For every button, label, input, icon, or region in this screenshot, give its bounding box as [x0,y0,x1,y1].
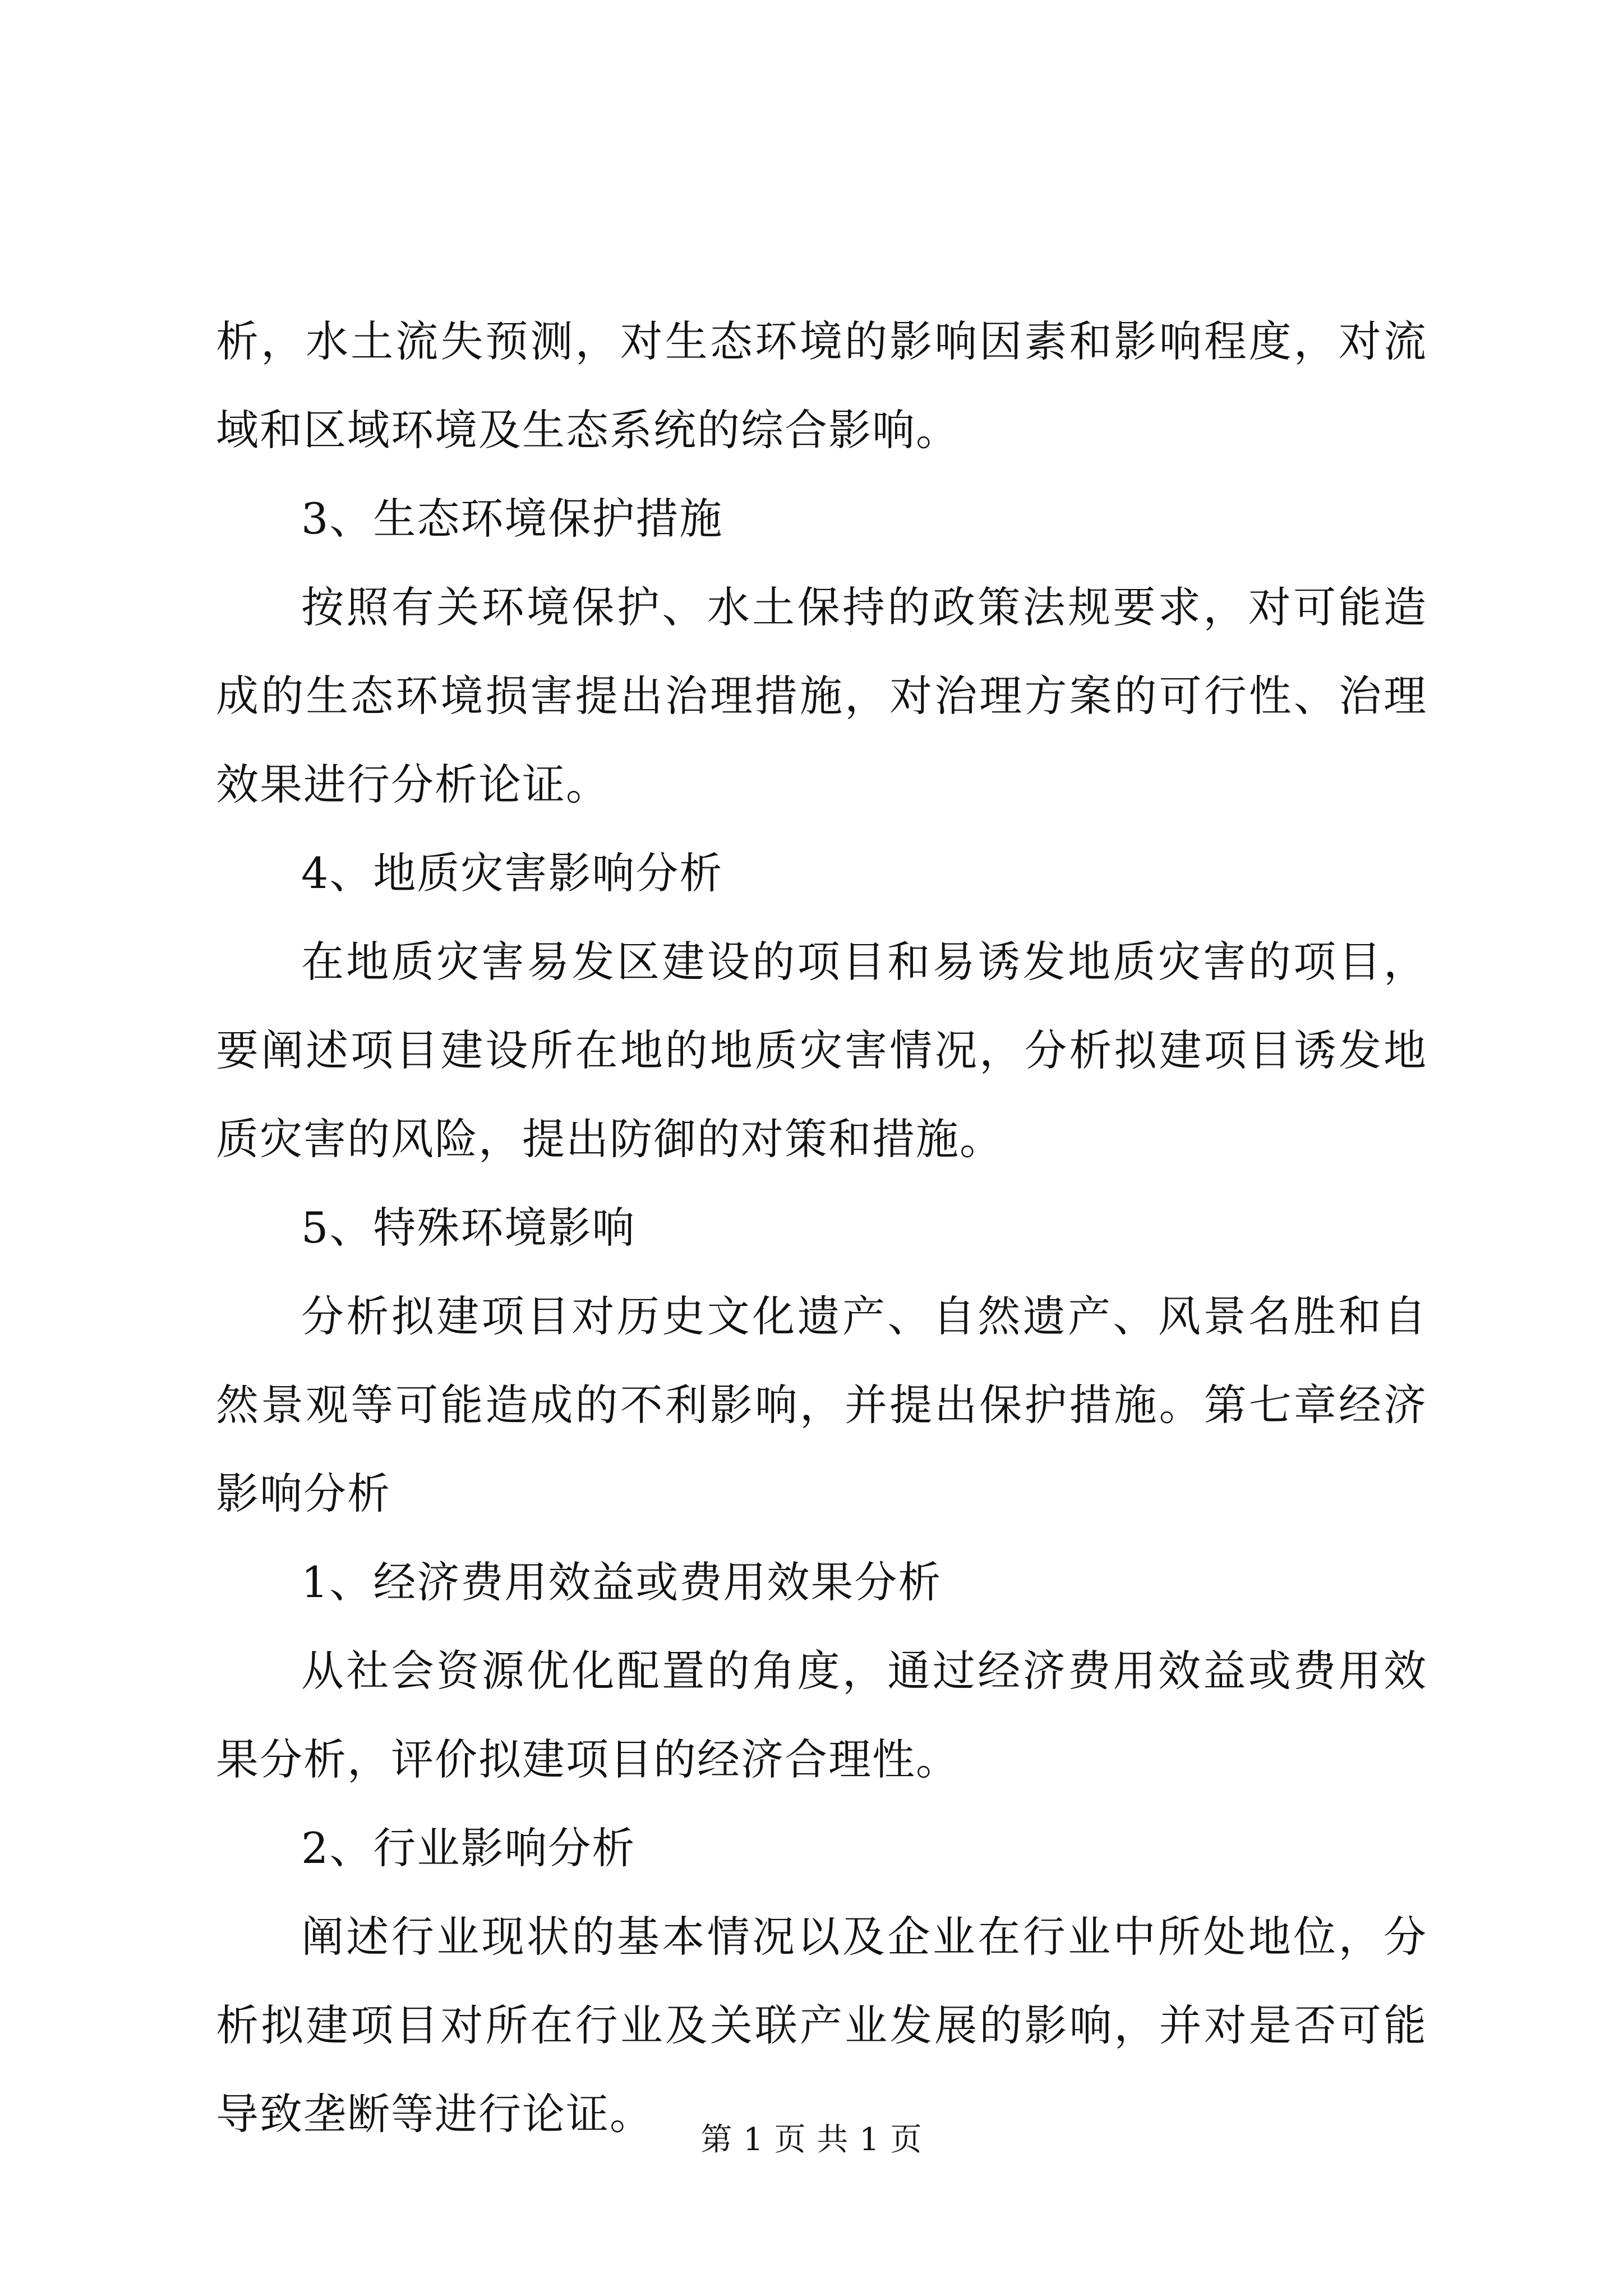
paragraph: 阐述行业现状的基本情况以及企业在行业中所处地位，分析拟建项目对所在行业及关联产业发展的影响，并对是否可能导致垄断等进行论证。 [216,1912,1427,2139]
paragraph: 在地质灾害易发区建设的项目和易诱发地质灾害的项目，要阐述项目建设所在地的地质灾害情况，分析拟建项目诱发地质灾害的风险，提出防御的对策和措施。 [216,937,1427,1164]
page-number-footer: 第 1 页 共 1 页 [700,2122,923,2158]
section-heading-2: 2、行业影响分析 [301,1823,636,1873]
section-heading-4: 4、地质灾害影响分析 [301,848,723,898]
paragraph: 从社会资源优化配置的角度，通过经济费用效益或费用效果分析，评价拟建项目的经济合理性。 [216,1646,1427,1784]
section-heading-3: 3、生态环境保护措施 [301,494,723,544]
document-body [216,297,1427,2159]
paragraph-continued: 析，水土流失预测，对生态环境的影响因素和影响程度，对流域和区域环境及生态系统的综合影响。 [216,316,1427,455]
section-heading-1: 1、经济费用效益或费用效果分析 [301,1557,942,1607]
section-heading-5: 5、特殊环境影响 [301,1203,636,1253]
paragraph: 分析拟建项目对历史文化遗产、自然遗产、风景名胜和自然景观等可能造成的不利影响，并提出保护措施。第七章经济影响分析 [216,1291,1427,1519]
paragraph: 按照有关环境保护、水土保持的政策法规要求，对可能造成的生态环境损害提出治理措施，对治理方案的可行性、治理效果进行分析论证。 [216,582,1427,809]
